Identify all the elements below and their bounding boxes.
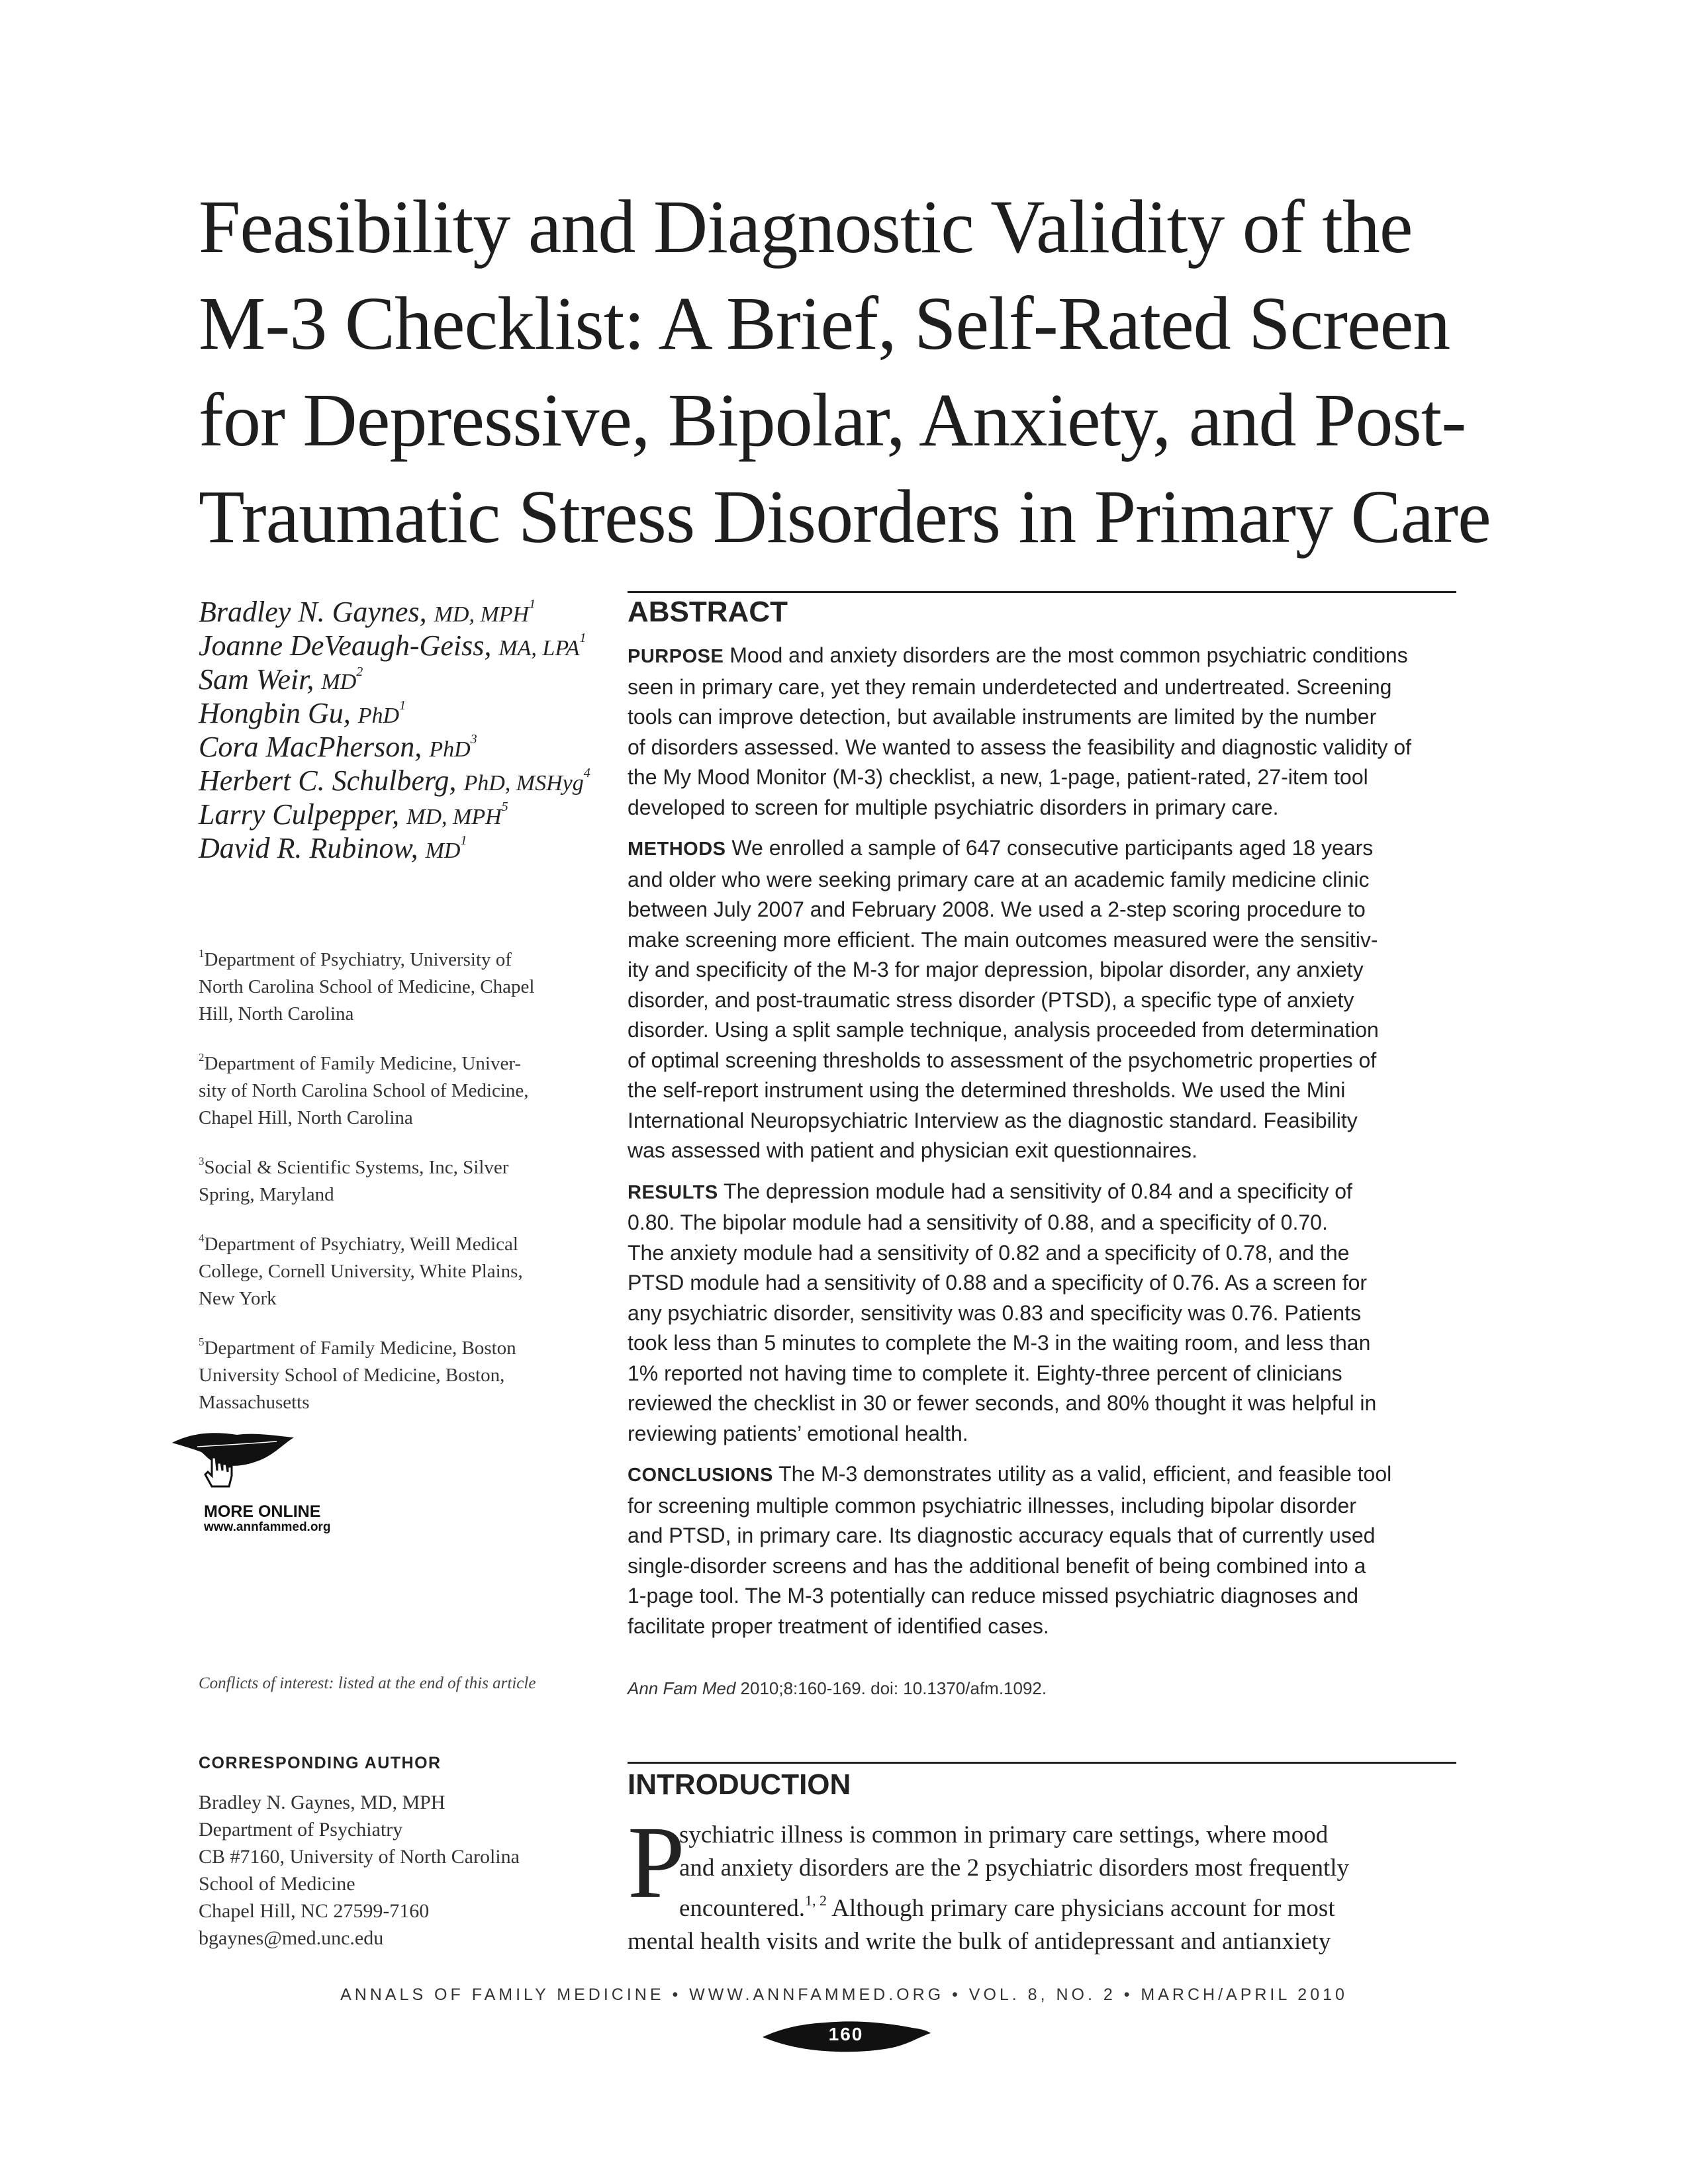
page-number-badge <box>760 2017 932 2054</box>
author-degrees: MD, MPH <box>406 805 502 829</box>
introduction-line <box>628 1884 1456 1925</box>
author-list <box>199 588 609 864</box>
author-name: Bradley N. Gaynes, <box>199 596 427 628</box>
abstract-line: disorder, and post-traumatic stress disorder (PTSD), a specific type of anxiety <box>628 987 1354 1012</box>
author-degrees: PhD <box>429 737 471 762</box>
author <box>199 723 609 763</box>
abstract-line: any psychiatric disorder, sensitivity was 0.83 and specificity was 0.76. Patients <box>628 1300 1362 1325</box>
affiliation-line: College, Cornell University, White Plains, <box>199 1261 523 1282</box>
introduction-heading: INTRODUCTION <box>628 1768 851 1801</box>
affiliation <box>199 1224 609 1312</box>
abstract-line: reviewed the checklist in 30 or fewer seconds, and 80% thought it was helpful in <box>628 1391 1377 1415</box>
abstract-line: 1% reported not having time to complete it. Eighty-three percent of clinicians <box>628 1361 1342 1385</box>
introduction-line: mental health visits and write the bulk of antidepressant and antianxiety <box>628 1927 1331 1955</box>
abstract-methods <box>628 833 1456 1166</box>
author-affil-sup: 5 <box>501 799 508 814</box>
abstract-line: facilitate proper treatment of identified cases. <box>628 1614 1049 1638</box>
abstract-line: developed to screen for multiple psychiatric disorders in primary care. <box>628 795 1279 819</box>
affiliation <box>199 1148 609 1208</box>
affiliation-line: Department of Family Medicine, Boston <box>204 1338 516 1359</box>
abstract-line: single-disorder screens and has the additional benefit of being combined into a <box>628 1553 1366 1578</box>
corresponding-author-heading: CORRESPONDING AUTHOR <box>199 1754 442 1772</box>
author-affil-sup: 4 <box>583 766 590 780</box>
corresponding-author-line: Bradley N. Gaynes, MD, MPH <box>199 1792 445 1813</box>
abstract-purpose <box>628 641 1456 823</box>
abstract-line: tools can improve detection, but available instruments are limited by the number <box>628 705 1377 729</box>
abstract-line: The anxiety module had a sensitivity of 0.82 and a specificity of 0.78, and the <box>628 1240 1350 1265</box>
affiliation-line: North Carolina School of Medicine, Chapel <box>199 976 535 997</box>
author-affil-sup: 1 <box>529 597 536 612</box>
abstract-text: The M-3 demonstrates utility as a valid, efficient, and feasible tool <box>773 1462 1392 1486</box>
more-online-url[interactable]: www.annfammed.org <box>204 1520 331 1534</box>
abstract-text: Mood and anxiety disorders are the most common psychiatric conditions <box>724 643 1408 667</box>
abstract-line: and PTSD, in primary care. Its diagnostic accuracy equals that of currently used <box>628 1524 1376 1547</box>
abstract-line: the self-report instrument using the determined thresholds. We used the Mini <box>628 1078 1346 1102</box>
author <box>199 588 609 628</box>
abstract-line: of disorders assessed. We wanted to assess the feasibility and diagnostic validity of <box>628 735 1412 759</box>
corresponding-author-line: Chapel Hill, NC 27599-7160 <box>199 1900 430 1922</box>
abstract-line: was assessed with patient and physician exit questionnaires. <box>628 1138 1197 1162</box>
abstract-label: METHODS <box>628 839 726 860</box>
author-name: Larry Culpepper, <box>199 798 400 831</box>
introduction-body <box>628 1805 1456 1958</box>
affiliation-line: New York <box>199 1288 277 1309</box>
affiliation-line: sity of North Carolina School of Medicine, <box>199 1080 529 1101</box>
abstract-results <box>628 1177 1456 1449</box>
affiliation-line: Massachusetts <box>199 1392 310 1413</box>
corresponding-author-email[interactable]: bgaynes@med.unc.edu <box>199 1927 384 1949</box>
conflicts-note: Conflicts of interest: listed at the end of this article <box>199 1674 536 1692</box>
affiliation-line: Department of Psychiatry, Weill Medical <box>204 1234 518 1255</box>
author <box>199 621 609 662</box>
affiliation-sup: 1 <box>199 947 205 960</box>
corresponding-author-line: School of Medicine <box>199 1873 355 1895</box>
abstract-line: reviewing patients’ emotional health. <box>628 1421 968 1445</box>
abstract-line: 0.80. The bipolar module had a sensitivity of 0.88, and a specificity of 0.70. <box>628 1210 1328 1234</box>
introduction-line: and anxiety disorders are the 2 psychiatric disorders most frequently <box>679 1854 1350 1882</box>
affiliation-line: Department of Psychiatry, University of <box>204 949 512 970</box>
abstract-conclusions <box>628 1459 1456 1641</box>
author-degrees: MD <box>321 670 357 694</box>
author-name: Joanne DeVeaugh-Geiss, <box>199 629 492 662</box>
abstract-line: PTSD module had a sensitivity of 0.88 and a specificity of 0.76. As a screen for <box>628 1271 1368 1295</box>
author-name: Cora MacPherson, <box>199 731 422 763</box>
running-footer: ANNALS OF FAMILY MEDICINE • WWW.ANNFAMMED.ORG • VOL. 8, NO. 2 • MARCH/APRIL 2010 <box>340 1985 1348 2004</box>
abstract-line <box>628 641 1456 672</box>
author <box>199 689 609 729</box>
article-title <box>199 179 1489 565</box>
affiliation <box>199 1328 609 1416</box>
citation-details: 2010;8:160-169. doi: 10.1370/afm.1092. <box>735 1678 1047 1698</box>
introduction-text: Although primary care physicians account for most <box>827 1895 1335 1922</box>
affiliation-line: Department of Family Medicine, Univer- <box>204 1053 522 1074</box>
author-affil-sup: 3 <box>470 732 477 747</box>
abstract-label: PURPOSE <box>628 646 724 667</box>
title-line: for Depressive, Bipolar, Anxiety, and Post- <box>199 378 1466 462</box>
abstract-heading: ABSTRACT <box>628 596 788 628</box>
author-affil-sup: 2 <box>356 664 363 679</box>
abstract-line: between July 2007 and February 2008. We used a 2-step scoring procedure to <box>628 897 1366 921</box>
page-number: 160 <box>828 2024 864 2044</box>
abstract-label: CONCLUSIONS <box>628 1465 773 1486</box>
abstract-line <box>628 1177 1456 1208</box>
reference-superscript[interactable]: 1, 2 <box>805 1892 827 1909</box>
abstract-line: and older who were seeking primary care at an academic family medicine clinic <box>628 867 1370 891</box>
title-line: Traumatic Stress Disorders in Primary Care <box>199 475 1491 559</box>
abstract-line: took less than 5 minutes to complete the M-3 in the waiting room, and less than <box>628 1331 1371 1355</box>
abstract-line: 1-page tool. The M-3 potentially can reduce missed psychiatric diagnoses and <box>628 1584 1359 1608</box>
author-affil-sup: 1 <box>399 698 406 713</box>
corresponding-author-line: Department of Psychiatry <box>199 1819 403 1841</box>
author-degrees: MD <box>425 839 461 863</box>
affiliation-list <box>199 940 609 1432</box>
author <box>199 824 609 864</box>
abstract-text: We enrolled a sample of 647 consecutive participants aged 18 years <box>726 836 1374 860</box>
abstract-line <box>628 833 1456 865</box>
author-affil-sup: 1 <box>460 833 467 848</box>
abstract-line: make screening more efficient. The main outcomes measured were the sensitiv- <box>628 927 1378 952</box>
author-degrees: MD, MPH <box>434 602 530 627</box>
abstract-rule <box>628 591 1456 593</box>
affiliation-line: Chapel Hill, North Carolina <box>199 1107 413 1128</box>
abstract-label: RESULTS <box>628 1181 718 1203</box>
abstract-line: International Neuropsychiatric Interview as the diagnostic standard. Feasibility <box>628 1108 1358 1132</box>
author-degrees: PhD, MSHyg <box>463 771 584 796</box>
more-online-badge[interactable] <box>171 1430 369 1535</box>
abstract-body <box>628 641 1456 1652</box>
citation <box>628 1678 1047 1699</box>
abstract-text: The depression module had a sensitivity of 0.84 and a specificity of <box>718 1179 1352 1203</box>
abstract-line: ity and specificity of the M-3 for major depression, bipolar disorder, any anxiety <box>628 958 1364 981</box>
corresponding-author <box>199 1754 609 1952</box>
author-name: Herbert C. Schulberg, <box>199 764 457 797</box>
corresponding-author-line: CB #7160, University of North Carolina <box>199 1846 520 1868</box>
author-degrees: PhD <box>357 704 400 728</box>
affiliation-line: Hill, North Carolina <box>199 1003 354 1024</box>
affiliation <box>199 1044 609 1132</box>
citation-journal: Ann Fam Med <box>628 1678 736 1698</box>
affiliation-sup: 4 <box>199 1232 205 1244</box>
affiliation-sup: 5 <box>199 1336 205 1348</box>
drop-cap: P <box>628 1805 685 1919</box>
abstract-line: the My Mood Monitor (M-3) checklist, a new, 1-page, patient-rated, 27-item tool <box>628 765 1368 789</box>
affiliation-sup: 3 <box>199 1155 205 1167</box>
author-name: Hongbin Gu, <box>199 697 351 729</box>
abstract-line: for screening multiple common psychiatric illnesses, including bipolar disorder <box>628 1493 1356 1518</box>
introduction-rule <box>628 1762 1456 1764</box>
introduction-text: encountered. <box>679 1895 806 1922</box>
leaf-hand-cursor-icon <box>171 1430 303 1502</box>
affiliation-sup: 2 <box>199 1051 205 1064</box>
title-line: Feasibility and Diagnostic Validity of the <box>199 185 1413 269</box>
affiliation-line: Social & Scientific Systems, Inc, Silver <box>204 1157 509 1178</box>
introduction-line: sychiatric illness is common in primary care settings, where mood <box>679 1821 1329 1848</box>
author-name: Sam Weir, <box>199 663 314 696</box>
affiliation-line: University School of Medicine, Boston, <box>199 1365 505 1386</box>
abstract-line: seen in primary care, yet they remain underdetected and undertreated. Screening <box>628 674 1392 699</box>
affiliation-line: Spring, Maryland <box>199 1184 334 1205</box>
abstract-line: disorder. Using a split sample technique, analysis proceeded from determination <box>628 1018 1379 1042</box>
abstract-line: of optimal screening thresholds to assessment of the psychometric properties of <box>628 1048 1377 1072</box>
author-name: David R. Rubinow, <box>199 832 418 864</box>
author-degrees: MA, LPA <box>498 636 580 660</box>
more-online-label: MORE ONLINE <box>204 1502 321 1521</box>
author-affil-sup: 1 <box>579 631 586 645</box>
abstract-line <box>628 1459 1456 1491</box>
title-line: M-3 Checklist: A Brief, Self-Rated Screen <box>199 281 1450 365</box>
affiliation <box>199 940 609 1028</box>
author <box>199 756 609 797</box>
